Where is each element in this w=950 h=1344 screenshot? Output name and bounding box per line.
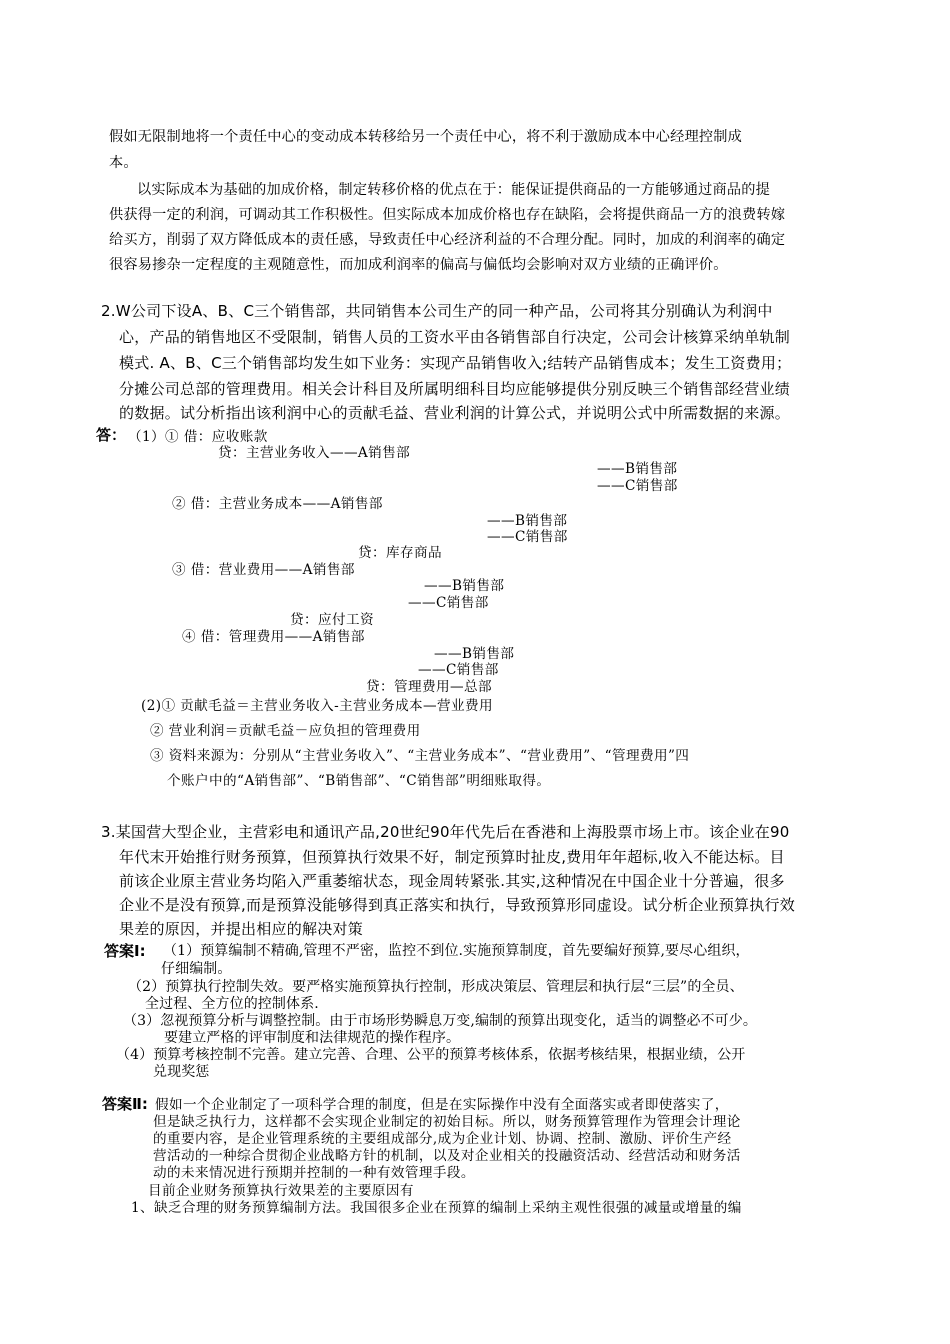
intro-line-4: 供获得一定的利润，可调动其工作积极性。但实际成本加成价格也存在缺陷，会将提供商品一方的浪费转嫁 <box>109 207 786 223</box>
entry-1-credit-c: ——C销售部 <box>597 478 678 494</box>
answer-2-line-5: 动的未来情况进行预期并控制的一种有效管理手段。 <box>153 1165 475 1181</box>
answer-1-line-2: 仔细编制。 <box>161 961 232 977</box>
entry-3-debit-c: ——C销售部 <box>408 595 489 611</box>
answer-2-line-1: 假如一个企业制定了一项科学合理的制度，但是在实际操作中没有全面落实或者即使落实了， <box>155 1097 729 1113</box>
intro-line-2: 本。 <box>109 155 138 171</box>
entry-1-credit-b: ——B销售部 <box>597 461 678 477</box>
entry-2-debit-c: ——C销售部 <box>487 529 568 545</box>
data-source-line-1: ③ 资料来源为：分别从“主营业务收入”、“主营业务成本”、“营业费用”、“管理费用”四 <box>150 748 690 764</box>
answer-label: 答： <box>96 426 127 444</box>
q3-line-1: 3.某国营大型企业，主营彩电和通讯产品,20世纪90年代先后在香港和上海股票市场上市。该企业在90 <box>101 823 790 841</box>
answer-2-line-7: 1、缺乏合理的财务预算编制方法。我国很多企业在预算的编制上采纳主观性很强的减量或增量的编 <box>131 1200 742 1216</box>
entry-1-debit: （1）① 借：应收账款 <box>128 429 268 445</box>
entry-4-debit-a: ④ 借：管理费用——A销售部 <box>182 629 365 645</box>
data-source-line-2: 个账户中的“A销售部”、“B销售部”、“C销售部”明细账取得。 <box>167 773 551 789</box>
answer-2-line-2: 但是缺乏执行力，这样都不会实现企业制定的初始目标。所以，财务预算管理作为管理会计理论 <box>153 1114 741 1130</box>
formula-contribution-margin: (2)① 贡献毛益＝主营业务收入-主营业务成本—营业费用 <box>141 698 494 714</box>
entry-2-debit-b: ——B销售部 <box>487 513 568 529</box>
intro-line-1: 假如无限制地将一个责任中心的变动成本转移给另一个责任中心，将不利于激励成本中心经理控制成 <box>109 129 743 145</box>
answer-2-line-4: 营活动的一种综合贯彻企业战略方针的机制，以及对企业相关的投融资活动、经营活动和财务活 <box>153 1148 741 1164</box>
q2-line-2: 心，产品的销售地区不受限制，销售人员的工资水平由各销售部自行决定，公司会计核算采纳单轨制 <box>119 328 791 346</box>
answer-2-label: 答案Ⅱ: <box>102 1095 148 1113</box>
entry-3-debit-b: ——B销售部 <box>424 578 505 594</box>
answer-1-line-3: （2）预算执行控制失效。要严格实施预算执行控制，形成决策层、管理层和执行层“三层”的全员、 <box>128 979 744 995</box>
entry-4-credit: 贷：管理费用—总部 <box>366 679 492 695</box>
entry-1-credit-a: 贷：主营业务收入——A销售部 <box>218 445 411 461</box>
q2-line-4: 分摊公司总部的管理费用。相关会计科目及所属明细科目均应能够提供分别反映三个销售部经营业绩 <box>119 380 791 398</box>
q2-line-1: 2.W公司下设A、B、C三个销售部，共同销售本公司生产的同一种产品，公司将其分别确认为利润中 <box>101 302 773 320</box>
entry-3-debit-a: ③ 借：营业费用——A销售部 <box>172 562 355 578</box>
entry-2-credit: 贷：库存商品 <box>358 545 442 561</box>
answer-2-line-3: 的重要内容，是企业管理系统的主要组成部分,成为企业计划、协调、控制、激励、评价生产经 <box>153 1131 732 1147</box>
entry-3-credit: 贷：应付工资 <box>290 612 374 628</box>
intro-line-3: 以实际成本为基础的加成价格，制定转移价格的优点在于：能保证提供商品的一方能够通过商品的提 <box>137 182 771 198</box>
answer-1-label: 答案Ⅰ: <box>104 942 146 960</box>
answer-1-line-1: （1）预算编制不精确,管理不严密，监控不到位.实施预算制度，首先要编好预算,要尽心组织， <box>163 943 750 959</box>
answer-1-line-7: （4）预算考核控制不完善。建立完善、合理、公平的预算考核体系，依据考核结果，根据业绩，公开 <box>116 1047 746 1063</box>
answer-1-line-6: 要建立严格的评审制度和法律规范的操作程序。 <box>164 1030 461 1046</box>
answer-2-line-6: 目前企业财务预算执行效果差的主要原因有 <box>148 1183 414 1199</box>
q2-line-5: 的数据。试分析指出该利润中心的贡献毛益、营业利润的计算公式，并说明公式中所需数据的来源。 <box>119 404 791 422</box>
intro-line-6: 很容易掺杂一定程度的主观随意性，而加成利润率的偏高与偏低均会影响对双方业绩的正确评价。 <box>109 257 728 273</box>
formula-operating-profit: ② 营业利润＝贡献毛益－应负担的管理费用 <box>150 723 421 739</box>
answer-1-line-5: （3）忽视预算分析与调整控制。由于市场形势瞬息万变,编制的预算出现变化，适当的调整必不可少。 <box>123 1013 757 1029</box>
entry-4-debit-c: ——C销售部 <box>418 662 499 678</box>
q3-line-4: 企业不是没有预算,而是预算没能够得到真正落实和执行，导致预算形同虚设。试分析企业预算执行效 <box>119 896 796 914</box>
entry-2-debit-a: ② 借：主营业务成本——A销售部 <box>172 496 383 512</box>
q3-line-3: 前该企业原主营业务均陷入严重萎缩状态，现金周转紧张.其实,这种情况在中国企业十分普遍，很多 <box>119 872 785 890</box>
answer-1-line-4: 全过程、全方位的控制体系. <box>145 996 319 1012</box>
entry-4-debit-b: ——B销售部 <box>434 646 515 662</box>
q3-line-2: 年代末开始推行财务预算，但预算执行效果不好，制定预算时扯皮,费用年年超标,收入不能达标。目 <box>119 848 785 866</box>
q3-line-5: 果差的原因，并提出相应的解决对策 <box>119 920 364 938</box>
intro-line-5: 给买方，削弱了双方降低成本的责任感，导致责任中心经济利益的不合理分配。同时，加成的利润率的确定 <box>109 232 786 248</box>
q2-line-3: 模式. A、B、C三个销售部均发生如下业务：实现产品销售收入;结转产品销售成本；发生工资费用； <box>119 354 792 372</box>
answer-1-line-8: 兑现奖惩 <box>153 1064 210 1080</box>
